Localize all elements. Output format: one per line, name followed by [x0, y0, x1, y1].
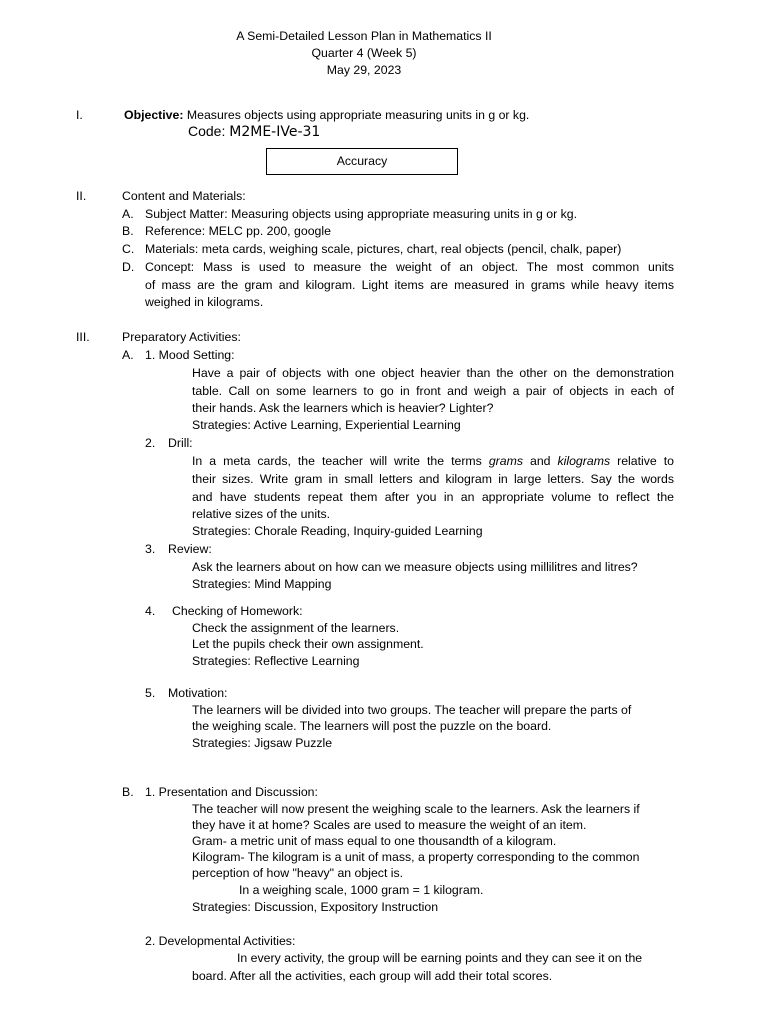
strategies-value: Mind Mapping: [254, 577, 332, 591]
homework-strategies: [192, 653, 360, 670]
competency-code-line: [188, 122, 320, 143]
strategies-label: Strategies:: [192, 577, 251, 591]
mood-setting-line: Have a pair of objects with one object heavier than the other on the demonstration: [192, 366, 674, 380]
conversion-equation: In a weighing scale, 1000 gram = 1 kilogram.: [239, 883, 484, 897]
term-grams: grams: [488, 454, 523, 468]
concept-line: weighed in kilograms.: [145, 295, 264, 309]
concept-line: of mass are the gram and kilogram. Light items are measured in grams while heavy items: [145, 278, 674, 292]
homework-title: Checking of Homework:: [172, 604, 303, 618]
motivation-line: the weighing scale. The learners will post the puzzle on the board.: [192, 719, 552, 733]
review-number: 3.: [145, 542, 156, 556]
value-box: Accuracy: [266, 148, 458, 175]
lesson-date: May 29, 2023: [326, 63, 402, 77]
subsection-letter-b: B.: [122, 785, 134, 799]
drill-line: their sizes. Write gram in small letters and kilogram in large letters. Say the words: [192, 472, 674, 486]
strategies-label: Strategies:: [192, 900, 251, 914]
developmental-line: In every activity, the group will be earning points and they can see it on the: [237, 951, 643, 965]
content-item-subject-matter: Subject Matter: Measuring objects using appropriate measuring units in g or kg.: [145, 207, 577, 221]
gram-definition: Gram- a metric unit of mass equal to one thousandth of a kilogram.: [192, 834, 557, 848]
quarter-label: Quarter 4 (Week 5): [311, 46, 417, 60]
motivation-line: The learners will be divided into two groups. The teacher will prepare the parts of: [192, 703, 632, 717]
drill-text: In a meta cards, the teacher will write the terms: [192, 454, 489, 468]
drill-line: and have students repeat them after you in an appropriate volume to reflect the: [192, 490, 674, 504]
mood-setting-line: table. Call on some learners to go in front and weigh a pair of objects in each of: [192, 384, 674, 398]
subsection-letter-a: A.: [122, 348, 134, 362]
objective-line: [124, 107, 529, 124]
motivation-strategies: [192, 735, 332, 752]
section-numeral-1: I.: [76, 108, 83, 122]
drill-text: and: [522, 454, 558, 468]
review-strategies: [192, 576, 331, 593]
concept-line: Concept: Mass is used to measure the weight of an object. The most common units: [145, 260, 674, 274]
content-item-reference: Reference: MELC pp. 200, google: [145, 224, 331, 238]
presentation-title: 1. Presentation and Discussion:: [145, 785, 318, 799]
term-kilograms: kilograms: [557, 454, 611, 468]
presentation-strategies: [192, 899, 438, 916]
strategies-label: Strategies:: [192, 736, 251, 750]
kilogram-definition: perception of how "heavy" an object is.: [192, 866, 404, 880]
strategies-label: Strategies:: [192, 524, 251, 538]
section-numeral-2: II.: [76, 189, 87, 203]
motivation-number: 5.: [145, 686, 156, 700]
strategies-label: Strategies:: [192, 418, 251, 432]
review-text: Ask the learners about on how can we measure objects using millilitres and litres?: [192, 560, 638, 574]
drill-title: Drill:: [168, 436, 193, 450]
strategies-value: Jigsaw Puzzle: [254, 736, 333, 750]
homework-number: 4.: [145, 604, 156, 618]
strategies-value: Discussion, Expository Instruction: [254, 900, 439, 914]
strategies-value: Reflective Learning: [254, 654, 360, 668]
content-item-letter: A.: [122, 207, 134, 221]
homework-line: Let the pupils check their own assignment.: [192, 637, 424, 651]
section-numeral-3: III.: [76, 330, 90, 344]
objective-text: Measures objects using appropriate measuring units in g or kg.: [183, 108, 530, 122]
objective-label: Objective:: [124, 108, 184, 122]
developmental-title: 2. Developmental Activities:: [145, 934, 296, 948]
drill-number: 2.: [145, 436, 156, 450]
presentation-line: The teacher will now present the weighing scale to the learners. Ask the learners if: [192, 802, 640, 816]
drill-line: relative sizes of the units.: [192, 507, 331, 521]
mood-setting-line: their hands. Ask the learners which is heavier? Lighter?: [192, 401, 494, 415]
document-title: A Semi-Detailed Lesson Plan in Mathematics II: [236, 29, 492, 43]
content-item-letter: C.: [122, 242, 135, 256]
drill-line: [192, 453, 674, 470]
content-heading: Content and Materials:: [122, 189, 246, 203]
review-title: Review:: [168, 542, 212, 556]
motivation-title: Motivation:: [168, 686, 228, 700]
code-label: Code:: [188, 123, 230, 139]
drill-strategies: [192, 523, 483, 540]
content-item-materials: Materials: meta cards, weighing scale, pictures, chart, real objects (pencil, chalk, paper): [145, 242, 622, 256]
content-item-letter: B.: [122, 224, 134, 238]
developmental-line: board. After all the activities, each group will add their total scores.: [192, 969, 553, 983]
strategies-label: Strategies:: [192, 654, 251, 668]
drill-text: relative to: [610, 454, 674, 468]
strategies-value: Active Learning, Experiential Learning: [253, 418, 461, 432]
presentation-line: they have it at home? Scales are used to measure the weight of an item.: [192, 818, 587, 832]
content-item-letter: D.: [122, 260, 135, 274]
strategies-value: Chorale Reading, Inquiry-guided Learning: [254, 524, 483, 538]
homework-line: Check the assignment of the learners.: [192, 621, 400, 635]
preparatory-heading: Preparatory Activities:: [122, 330, 241, 344]
kilogram-definition: Kilogram- The kilogram is a unit of mass, a property corresponding to the common: [192, 850, 640, 864]
competency-code: M2ME-IVe-31: [229, 124, 321, 140]
mood-strategies: [192, 417, 461, 434]
mood-setting-title: 1. Mood Setting:: [145, 348, 235, 362]
